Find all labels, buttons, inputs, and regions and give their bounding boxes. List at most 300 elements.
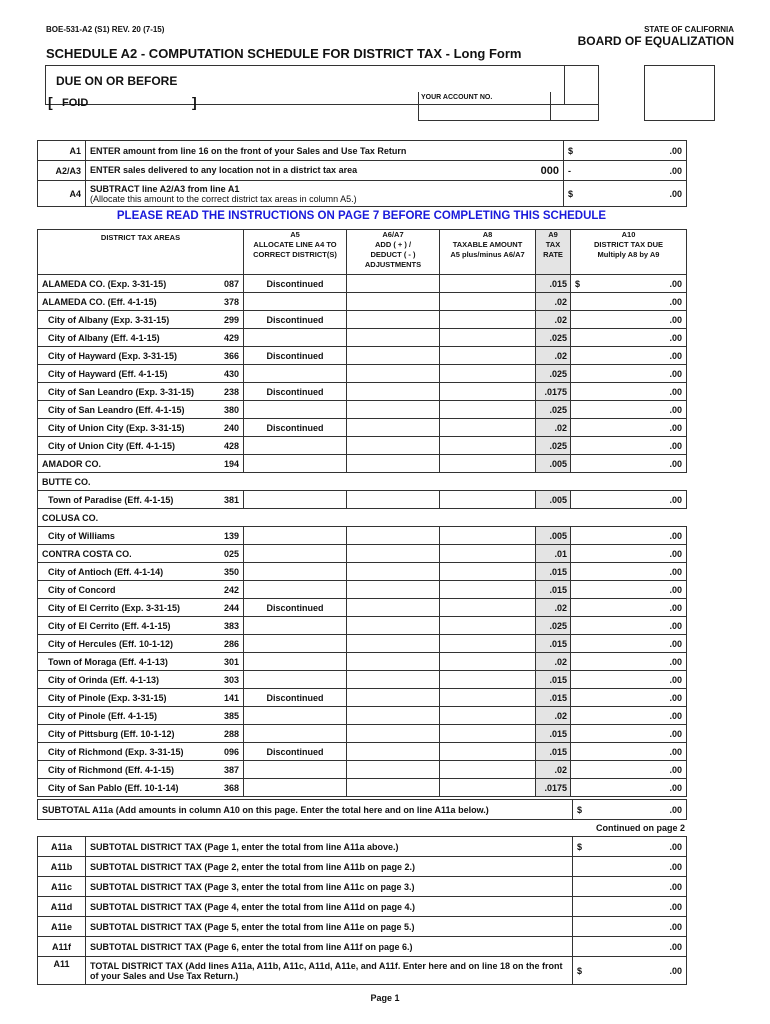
continued-note: Continued on page 2 [596, 823, 685, 833]
summary-row [38, 957, 687, 985]
a8-taxable-amount[interactable] [440, 671, 536, 689]
due-label: DUE ON OR BEFORE [56, 74, 178, 88]
table-header [38, 230, 687, 275]
a5-allocation[interactable] [244, 527, 347, 545]
amount: .00 [669, 386, 683, 397]
a5-allocation[interactable]: Discontinued [244, 743, 347, 761]
a8-taxable-amount[interactable] [440, 599, 536, 617]
table-row [38, 491, 687, 509]
a10-district-tax-due[interactable] [571, 401, 687, 419]
a9-tax-rate: .005 [536, 455, 571, 473]
a6a7-adjustment[interactable] [347, 689, 440, 707]
summary-row [38, 937, 687, 957]
a8-taxable-amount[interactable] [440, 653, 536, 671]
summary-row [38, 917, 687, 937]
a6a7-adjustment[interactable] [347, 311, 440, 329]
amount: .00 [669, 368, 683, 379]
line-amount[interactable] [573, 837, 687, 857]
district-name: City of San Pablo (Eff. 10-1-14) [38, 779, 213, 797]
amount: .00 [669, 440, 683, 451]
amount: .00 [669, 494, 683, 505]
amount: .00 [669, 692, 683, 703]
table-row [38, 455, 687, 473]
a6a7-adjustment[interactable] [347, 779, 440, 797]
a5-allocation[interactable]: Discontinued [244, 347, 347, 365]
table-row [38, 653, 687, 671]
a10-district-tax-due[interactable] [571, 671, 687, 689]
line-amount[interactable] [573, 917, 687, 937]
a8-taxable-amount[interactable] [440, 689, 536, 707]
table-row [38, 419, 687, 437]
a5-allocation[interactable] [244, 491, 347, 509]
a8-taxable-amount[interactable] [440, 563, 536, 581]
amount: .00 [669, 145, 682, 156]
a10-district-tax-due[interactable] [571, 725, 687, 743]
amount: .00 [669, 332, 683, 343]
a5-allocation[interactable] [244, 293, 347, 311]
a10-district-tax-due[interactable] [571, 491, 687, 509]
a9-tax-rate: .025 [536, 437, 571, 455]
a8-taxable-amount[interactable] [440, 635, 536, 653]
a6a7-adjustment[interactable] [347, 401, 440, 419]
dollar-sign: $ [577, 841, 583, 852]
district-name: ALAMEDA CO. (Eff. 4-1-15) [38, 293, 213, 311]
a10-district-tax-due[interactable] [571, 329, 687, 347]
dollar-sign: $ [568, 145, 574, 156]
a10-district-tax-due[interactable] [571, 455, 687, 473]
a10-district-tax-due[interactable] [571, 437, 687, 455]
a10-district-tax-due[interactable] [571, 311, 687, 329]
a5-allocation[interactable] [244, 761, 347, 779]
line-amount[interactable] [573, 877, 687, 897]
a5-allocation[interactable] [244, 329, 347, 347]
district-name: City of Antioch (Eff. 4-1-14) [38, 563, 213, 581]
district-name: AMADOR CO. [38, 455, 213, 473]
district-name: City of Williams [38, 527, 213, 545]
table-row [38, 527, 687, 545]
a8-taxable-amount[interactable] [440, 491, 536, 509]
district-name: City of Pinole (Eff. 4-1-15) [38, 707, 213, 725]
a6a7-adjustment[interactable] [347, 491, 440, 509]
a5-allocation[interactable] [244, 779, 347, 797]
a8-taxable-amount[interactable] [440, 329, 536, 347]
table-row [38, 329, 687, 347]
amount: .00 [669, 746, 683, 757]
district-code: 368 [213, 779, 244, 797]
line-code: A11 [38, 957, 86, 985]
line-text: SUBTOTAL DISTRICT TAX (Page 6, enter the total from line A11f on page 6.) [86, 937, 573, 957]
district-code: 381 [213, 491, 244, 509]
a9-tax-rate: .015 [536, 635, 571, 653]
line-text: SUBTOTAL DISTRICT TAX (Page 5, enter the total from line A11e on page 5.) [86, 917, 573, 937]
amount: .00 [669, 422, 683, 433]
table-row [38, 617, 687, 635]
line-amount[interactable] [573, 957, 687, 985]
county-header-row [38, 473, 687, 491]
amount: .00 [669, 530, 683, 541]
a9-tax-rate: .02 [536, 293, 571, 311]
district-code: 350 [213, 563, 244, 581]
amount: .00 [669, 921, 682, 932]
amount: .00 [669, 566, 683, 577]
foid-bracket-open: [ [48, 94, 53, 110]
amount: .00 [669, 188, 682, 199]
line-text: SUBTOTAL DISTRICT TAX (Page 2, enter the total from line A11b on page 2.) [86, 857, 573, 877]
district-tax-table [37, 229, 687, 797]
a8-taxable-amount[interactable] [440, 779, 536, 797]
district-code: 096 [213, 743, 244, 761]
line-a1 [38, 141, 687, 161]
a10-district-tax-due[interactable] [571, 743, 687, 761]
a5-allocation[interactable] [244, 653, 347, 671]
page-number: Page 1 [370, 993, 400, 1003]
col-areas: DISTRICT TAX AREAS [38, 230, 244, 275]
subtotal-amount[interactable] [573, 800, 687, 820]
a6a7-adjustment[interactable] [347, 653, 440, 671]
a5-allocation[interactable]: Discontinued [244, 419, 347, 437]
a8-taxable-amount[interactable] [440, 743, 536, 761]
a6a7-adjustment[interactable] [347, 761, 440, 779]
a6a7-adjustment[interactable] [347, 275, 440, 293]
a10-district-tax-due[interactable] [571, 653, 687, 671]
a8-taxable-amount[interactable] [440, 761, 536, 779]
district-code: 288 [213, 725, 244, 743]
amount: .00 [669, 941, 682, 952]
district-name: City of Pinole (Exp. 3-31-15) [38, 689, 213, 707]
amount: .00 [669, 728, 683, 739]
a8-taxable-amount[interactable] [440, 527, 536, 545]
line-text: SUBTOTAL DISTRICT TAX (Page 4, enter the total from line A11d on page 4.) [86, 897, 573, 917]
a6a7-adjustment[interactable] [347, 329, 440, 347]
a9-tax-rate: .02 [536, 419, 571, 437]
table-row [38, 347, 687, 365]
a9-tax-rate: .015 [536, 689, 571, 707]
instructions-notice: PLEASE READ THE INSTRUCTIONS ON PAGE 7 BEFORE COMPLETING THIS SCHEDULE [116, 210, 607, 222]
amount: .00 [669, 841, 682, 852]
amount: .00 [669, 804, 682, 815]
amount: .00 [669, 965, 682, 976]
table-row [38, 635, 687, 653]
a1-amount[interactable] [564, 141, 687, 161]
a10-district-tax-due[interactable] [571, 581, 687, 599]
foid-bracket-close: ] [192, 94, 197, 110]
district-code: 387 [213, 761, 244, 779]
table-row [38, 599, 687, 617]
a9-tax-rate: .025 [536, 365, 571, 383]
subtotal-label: SUBTOTAL A11a (Add amounts in column A10 on this page. Enter the total here and on line A11a below.) [38, 800, 573, 820]
page-title: SCHEDULE A2 - COMPUTATION SCHEDULE FOR DISTRICT TAX - Long Form [46, 46, 522, 61]
a10-district-tax-due[interactable] [571, 419, 687, 437]
minus-sign: - [568, 165, 571, 176]
county-name: COLUSA CO. [38, 509, 687, 527]
a6a7-adjustment[interactable] [347, 347, 440, 365]
line-code: A11f [38, 937, 86, 957]
table-row [38, 293, 687, 311]
col-a10: A10 DISTRICT TAX DUE Multiply A8 by A9 [571, 230, 687, 275]
amount: .00 [669, 404, 683, 415]
a9-tax-rate: .0175 [536, 383, 571, 401]
line-code: A11a [38, 837, 86, 857]
amount: .00 [669, 278, 683, 289]
amount: .00 [669, 165, 682, 176]
district-code: 383 [213, 617, 244, 635]
a8-taxable-amount[interactable] [440, 725, 536, 743]
district-name: ALAMEDA CO. (Exp. 3-31-15) [38, 275, 213, 293]
state-label: STATE OF CALIFORNIA [644, 25, 734, 34]
a5-allocation[interactable]: Discontinued [244, 311, 347, 329]
stamp-box [644, 65, 715, 121]
a5-allocation[interactable] [244, 365, 347, 383]
amount: .00 [669, 584, 683, 595]
district-code: 194 [213, 455, 244, 473]
amount: .00 [669, 674, 683, 685]
a8-taxable-amount[interactable] [440, 293, 536, 311]
county-header-row [38, 509, 687, 527]
summary-row [38, 837, 687, 857]
line-amount[interactable] [573, 897, 687, 917]
table-row [38, 725, 687, 743]
a9-tax-rate: .02 [536, 761, 571, 779]
a5-allocation[interactable] [244, 563, 347, 581]
district-name: City of El Cerrito (Eff. 4-1-15) [38, 617, 213, 635]
table-row [38, 563, 687, 581]
a6a7-adjustment[interactable] [347, 617, 440, 635]
a5-allocation[interactable] [244, 581, 347, 599]
a5-allocation[interactable]: Discontinued [244, 689, 347, 707]
district-code: 087 [213, 275, 244, 293]
district-name: City of Richmond (Exp. 3-31-15) [38, 743, 213, 761]
district-name: City of Albany (Eff. 4-1-15) [38, 329, 213, 347]
a5-allocation[interactable] [244, 635, 347, 653]
a8-taxable-amount[interactable] [440, 437, 536, 455]
table-row [38, 671, 687, 689]
dollar-sign: $ [577, 965, 583, 976]
amount: .00 [669, 901, 682, 912]
a6a7-adjustment[interactable] [347, 293, 440, 311]
amount: .00 [669, 548, 683, 559]
district-name: City of Concord [38, 581, 213, 599]
district-name: City of Hayward (Exp. 3-31-15) [38, 347, 213, 365]
line-code: A2/A3 [38, 161, 86, 181]
a9-tax-rate: .0175 [536, 779, 571, 797]
a10-district-tax-due[interactable] [571, 635, 687, 653]
a10-district-tax-due[interactable] [571, 293, 687, 311]
a6a7-adjustment[interactable] [347, 383, 440, 401]
a8-taxable-amount[interactable] [440, 707, 536, 725]
table-row [38, 743, 687, 761]
a6a7-adjustment[interactable] [347, 365, 440, 383]
district-name: Town of Moraga (Eff. 4-1-13) [38, 653, 213, 671]
a9-tax-rate: .02 [536, 653, 571, 671]
a6a7-adjustment[interactable] [347, 635, 440, 653]
line-code: A11b [38, 857, 86, 877]
a6a7-adjustment[interactable] [347, 527, 440, 545]
a9-tax-rate: .005 [536, 491, 571, 509]
a6a7-adjustment[interactable] [347, 563, 440, 581]
a5-allocation[interactable] [244, 437, 347, 455]
district-name: City of Pittsburg (Eff. 10-1-12) [38, 725, 213, 743]
amount: .00 [669, 602, 683, 613]
line-text: SUBTOTAL DISTRICT TAX (Page 1, enter the total from line A11a above.) [86, 837, 573, 857]
district-code: 240 [213, 419, 244, 437]
a6a7-adjustment[interactable] [347, 725, 440, 743]
a10-district-tax-due[interactable] [571, 563, 687, 581]
a9-tax-rate: .01 [536, 545, 571, 563]
amount: .00 [669, 861, 682, 872]
a9-tax-rate: .015 [536, 725, 571, 743]
a9-tax-rate: .025 [536, 401, 571, 419]
district-name: City of Union City (Exp. 3-31-15) [38, 419, 213, 437]
amount: .00 [669, 314, 683, 325]
summary-row [38, 897, 687, 917]
amount: .00 [669, 458, 683, 469]
line-a4 [38, 181, 687, 207]
a8-taxable-amount[interactable] [440, 455, 536, 473]
a8-taxable-amount[interactable] [440, 347, 536, 365]
district-name: City of El Cerrito (Exp. 3-31-15) [38, 599, 213, 617]
table-row [38, 365, 687, 383]
a9-tax-rate: .015 [536, 743, 571, 761]
line-code: A1 [38, 141, 86, 161]
a5-allocation[interactable] [244, 617, 347, 635]
a10-district-tax-due[interactable] [571, 545, 687, 563]
a8-taxable-amount[interactable] [440, 581, 536, 599]
table-row [38, 761, 687, 779]
col-a9: A9 TAX RATE [536, 230, 571, 275]
a5-allocation[interactable] [244, 545, 347, 563]
district-code: 385 [213, 707, 244, 725]
a9-tax-rate: .015 [536, 275, 571, 293]
amount: .00 [669, 656, 683, 667]
a10-district-tax-due[interactable] [571, 689, 687, 707]
amount: .00 [669, 710, 683, 721]
a10-district-tax-due[interactable] [571, 383, 687, 401]
table-row [38, 707, 687, 725]
a8-taxable-amount[interactable] [440, 275, 536, 293]
a10-district-tax-due[interactable] [571, 527, 687, 545]
a9-tax-rate: .005 [536, 527, 571, 545]
a6a7-adjustment[interactable] [347, 419, 440, 437]
a8-taxable-amount[interactable] [440, 365, 536, 383]
a10-district-tax-due[interactable] [571, 779, 687, 797]
a6a7-adjustment[interactable] [347, 437, 440, 455]
table-row [38, 689, 687, 707]
a5-allocation[interactable] [244, 455, 347, 473]
table-row [38, 311, 687, 329]
line-code: A11e [38, 917, 86, 937]
a5-allocation[interactable]: Discontinued [244, 275, 347, 293]
district-code: 286 [213, 635, 244, 653]
a2a3-amount[interactable] [564, 161, 687, 181]
amount: .00 [669, 881, 682, 892]
a6a7-adjustment[interactable] [347, 743, 440, 761]
district-code: 378 [213, 293, 244, 311]
a5-allocation[interactable] [244, 401, 347, 419]
subtotal-table [37, 799, 687, 820]
district-name: City of Hercules (Eff. 10-1-12) [38, 635, 213, 653]
a6a7-adjustment[interactable] [347, 581, 440, 599]
table-row [38, 401, 687, 419]
line-text: ENTER sales delivered to any location not in a district tax area [90, 164, 358, 175]
a9-tax-rate: .025 [536, 329, 571, 347]
col-a6a7: A6/A7 ADD ( + ) / DEDUCT ( - ) ADJUSTMENTS [347, 230, 440, 275]
a5-allocation[interactable]: Discontinued [244, 599, 347, 617]
account-label: YOUR ACCOUNT NO. [421, 94, 493, 101]
dollar-sign: $ [575, 278, 581, 289]
suffix-000: 000 [540, 164, 559, 177]
line-text: SUBTRACT line A2/A3 from line A1 [90, 183, 240, 194]
a6a7-adjustment[interactable] [347, 671, 440, 689]
a10-district-tax-due[interactable] [571, 365, 687, 383]
a5-allocation[interactable]: Discontinued [244, 383, 347, 401]
district-code: 366 [213, 347, 244, 365]
a6a7-adjustment[interactable] [347, 707, 440, 725]
district-code: 301 [213, 653, 244, 671]
a9-tax-rate: .015 [536, 581, 571, 599]
a6a7-adjustment[interactable] [347, 599, 440, 617]
district-code: 139 [213, 527, 244, 545]
a9-tax-rate: .015 [536, 563, 571, 581]
a8-taxable-amount[interactable] [440, 545, 536, 563]
board-label: BOARD OF EQUALIZATION [577, 34, 734, 48]
a5-allocation[interactable] [244, 707, 347, 725]
district-code: 244 [213, 599, 244, 617]
district-code: 299 [213, 311, 244, 329]
a10-district-tax-due[interactable] [571, 599, 687, 617]
top-lines-table [37, 140, 687, 207]
line-text: TOTAL DISTRICT TAX (Add lines A11a, A11b, A11c, A11d, A11e, and A11f. Enter here and on line 18 on the front of your Sales and Use Tax Return.) [86, 957, 573, 985]
district-code: 141 [213, 689, 244, 707]
district-code: 238 [213, 383, 244, 401]
amount: .00 [669, 620, 683, 631]
a8-taxable-amount[interactable] [440, 617, 536, 635]
a5-allocation[interactable] [244, 671, 347, 689]
a10-district-tax-due[interactable] [571, 275, 687, 293]
amount: .00 [669, 764, 683, 775]
summary-row [38, 857, 687, 877]
a8-taxable-amount[interactable] [440, 401, 536, 419]
district-code: 303 [213, 671, 244, 689]
line-amount[interactable] [573, 937, 687, 957]
line-amount[interactable] [573, 857, 687, 877]
amount: .00 [669, 782, 683, 793]
a9-tax-rate: .015 [536, 671, 571, 689]
district-name: City of Orinda (Eff. 4-1-13) [38, 671, 213, 689]
a8-taxable-amount[interactable] [440, 383, 536, 401]
line-text: SUBTOTAL DISTRICT TAX (Page 3, enter the total from line A11c on page 3.) [86, 877, 573, 897]
a6a7-adjustment[interactable] [347, 545, 440, 563]
a10-district-tax-due[interactable] [571, 761, 687, 779]
a8-taxable-amount[interactable] [440, 311, 536, 329]
line-a2a3 [38, 161, 687, 181]
amount: .00 [669, 296, 683, 307]
amount: .00 [669, 638, 683, 649]
district-code: 429 [213, 329, 244, 347]
a8-taxable-amount[interactable] [440, 419, 536, 437]
district-code: 242 [213, 581, 244, 599]
a10-district-tax-due[interactable] [571, 707, 687, 725]
a5-allocation[interactable] [244, 725, 347, 743]
line-subtext: (Allocate this amount to the correct district tax areas in column A5.) [90, 193, 357, 204]
a9-tax-rate: .02 [536, 599, 571, 617]
a6a7-adjustment[interactable] [347, 455, 440, 473]
a10-district-tax-due[interactable] [571, 617, 687, 635]
district-name: City of Union City (Eff. 4-1-15) [38, 437, 213, 455]
a10-district-tax-due[interactable] [571, 347, 687, 365]
a4-amount[interactable] [564, 181, 687, 207]
account-number-field[interactable] [418, 92, 599, 121]
table-row [38, 779, 687, 797]
